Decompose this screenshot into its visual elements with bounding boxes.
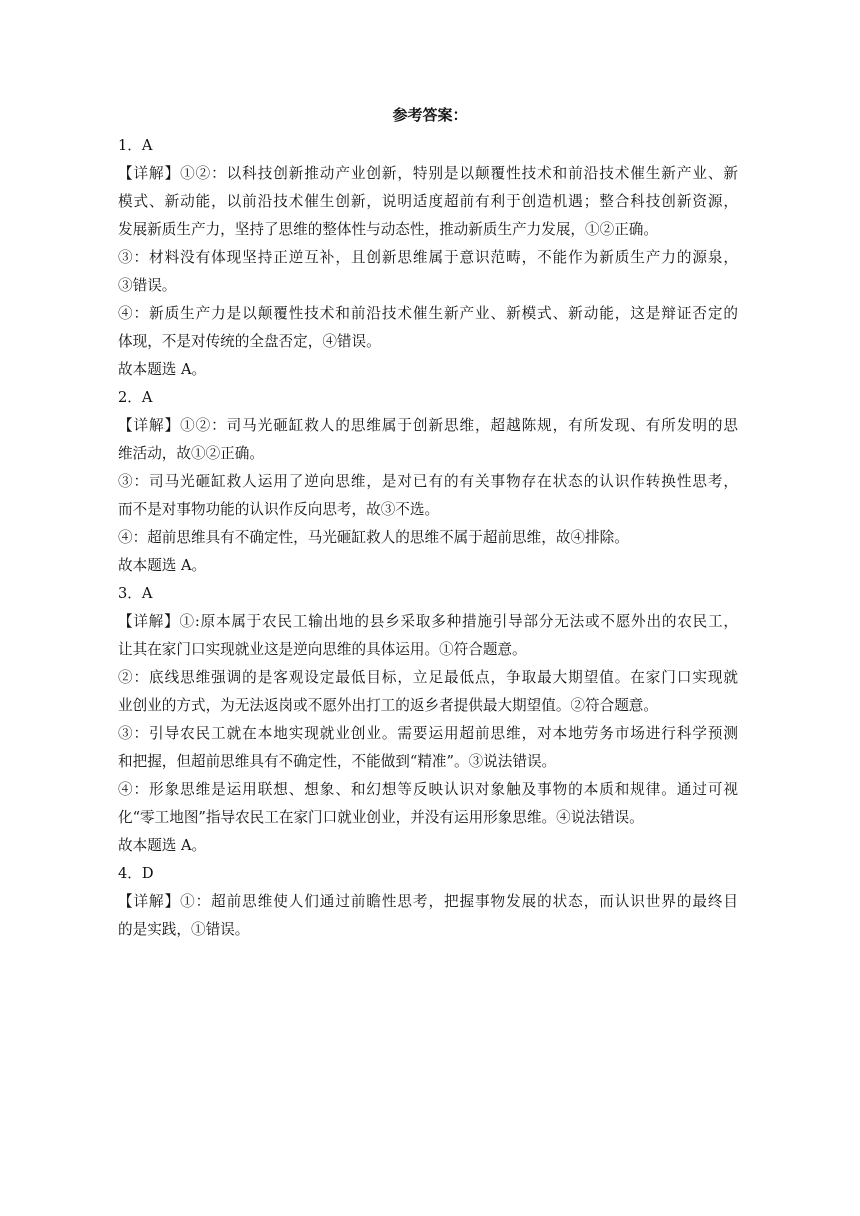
answer-content xyxy=(118,132,738,944)
text-line: 维活动，故①②正确。 xyxy=(118,445,264,462)
text-line: 1．A xyxy=(118,137,153,154)
text-line: 的是实践，①错误。 xyxy=(118,921,250,938)
text-line: ④：超前思维具有不确定性，马光砸缸救人的思维不属于超前思维，故④排除。 xyxy=(118,529,629,546)
text-line: 和把握，但超前思维具有不确定性，不能做到“精准”。③说法错误。 xyxy=(118,753,557,770)
text-line: 故本题选 A。 xyxy=(118,837,207,854)
text-line: ③：材料没有体现坚持正逆互补，且创新思维属于意识范畴，不能作为新质生产力的源泉， xyxy=(118,249,738,266)
text-line: 【详解】①②：以科技创新推动产业创新，特别是以颠覆性技术和前沿技术催生新产业、新 xyxy=(118,165,738,182)
text-line: ③：引导农民工就在本地实现就业创业。需要运用超前思维，对本地劳务市场进行科学预测 xyxy=(118,725,738,742)
text-line: 业创业的方式，为无法返岗或不愿外出打工的返乡者提供最大期望值。②符合题意。 xyxy=(118,697,658,714)
text-line: 而不是对事物功能的认识作反向思考，故③不选。 xyxy=(118,501,440,518)
text-line: 【详解】①②：司马光砸缸救人的思维属于创新思维，超越陈规，有所发现、有所发明的思 xyxy=(118,417,738,434)
text-line: 4．D xyxy=(118,865,154,882)
text-line: 3．A xyxy=(118,585,153,602)
text-line: 故本题选 A。 xyxy=(118,361,207,378)
text-line: 体现，不是对传统的全盘否定，④错误。 xyxy=(118,333,381,350)
text-line: ③错误。 xyxy=(118,277,177,294)
text-line: 发展新质生产力，坚持了思维的整体性与动态性，推动新质生产力发展，①②正确。 xyxy=(118,221,658,238)
text-line: 让其在家门口实现就业这是逆向思维的具体运用。①符合题意。 xyxy=(118,641,527,658)
text-line: 化“零工地图”指导农民工在家门口就业创业，并没有运用形象思维。④说法错误。 xyxy=(118,809,644,826)
text-line: 模式、新动能，以前沿技术催生创新，说明适度超前有利于创造机遇；整合科技创新资源， xyxy=(118,193,738,210)
text-line: ④：形象思维是运用联想、想象、和幻想等反映认识对象触及事物的本质和规律。通过可视 xyxy=(118,781,738,798)
text-line: 故本题选 A。 xyxy=(118,557,207,574)
text-line: ②：底线思维强调的是客观设定最低目标，立足最低点，争取最大期望值。在家门口实现就 xyxy=(118,669,738,686)
page-title: 参考答案： xyxy=(392,106,468,124)
text-line: 【详解】①:原本属于农民工输出地的县乡采取多种措施引导部分无法或不愿外出的农民工， xyxy=(118,613,738,630)
text-line: 2．A xyxy=(118,389,153,406)
text-line: ④：新质生产力是以颠覆性技术和前沿技术催生新产业、新模式、新动能，这是辩证否定的 xyxy=(118,305,738,322)
text-line: ③：司马光砸缸救人运用了逆向思维，是对已有的有关事物存在状态的认识作转换性思考， xyxy=(118,473,738,490)
text-line: 【详解】①：超前思维使人们通过前瞻性思考，把握事物发展的状态，而认识世界的最终目 xyxy=(118,893,738,910)
